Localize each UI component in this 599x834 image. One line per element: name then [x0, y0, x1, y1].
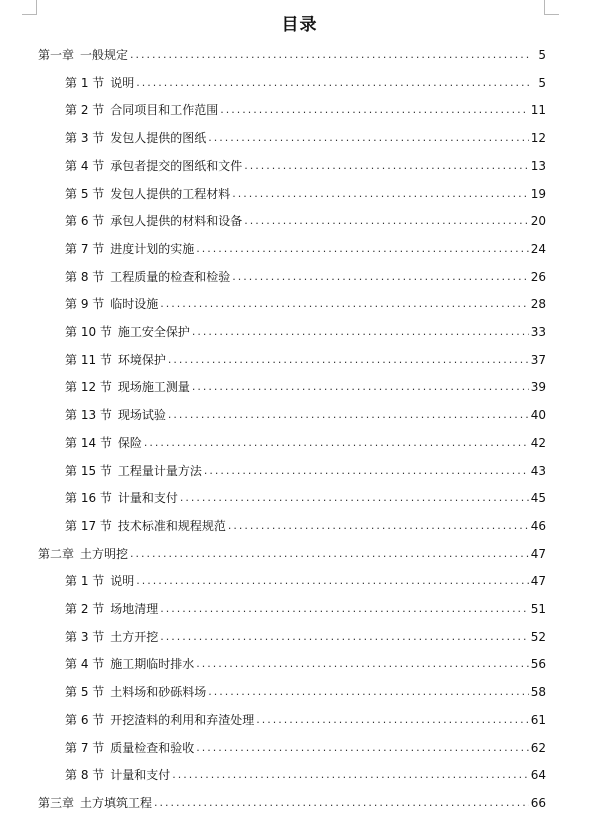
- toc-chapter-entry[interactable]: [38, 42, 546, 62]
- toc-page-number: 11: [530, 103, 546, 118]
- toc-section-entry[interactable]: [65, 125, 546, 145]
- toc-page-number: 52: [530, 629, 546, 644]
- toc-entry-number: 第 7 节: [65, 740, 105, 755]
- toc-dot-leader: [136, 575, 528, 588]
- toc-entry-label: [65, 436, 144, 450]
- toc-entry-label: [65, 214, 244, 228]
- toc-section-entry[interactable]: [65, 291, 546, 311]
- toc-entry-text: 说明: [110, 75, 135, 90]
- toc-dot-leader: [154, 797, 529, 810]
- toc-entry-number: 第 4 节: [65, 158, 105, 173]
- toc-page-number: 58: [530, 685, 546, 700]
- toc-dot-leader: [256, 714, 528, 727]
- toc-page-number: 40: [530, 408, 546, 423]
- toc-entry-label: [65, 408, 168, 422]
- toc-dot-leader: [220, 104, 528, 117]
- toc-section-entry[interactable]: [65, 236, 546, 256]
- toc-entry-text: 土方开挖: [110, 629, 159, 644]
- toc-entry-number: 第 1 节: [65, 75, 105, 90]
- toc-dot-leader: [160, 603, 528, 616]
- toc-entry-text: 说明: [110, 574, 135, 589]
- toc-entry-text: 发包人提供的工程材料: [110, 186, 231, 201]
- toc-dot-leader: [144, 437, 529, 450]
- toc-chapter-entry[interactable]: [38, 790, 546, 810]
- toc-entry-label: [65, 464, 204, 478]
- toc-entry-label: [65, 270, 232, 284]
- toc-page-number: 51: [530, 602, 546, 616]
- toc-entry-text: 合同项目和工作范围: [110, 103, 219, 118]
- toc-entry-label: [65, 630, 160, 644]
- toc-title: 目录: [281, 15, 318, 35]
- toc-entry-number: 第 11 节: [65, 352, 112, 367]
- toc-entry-label: [65, 159, 244, 173]
- toc-section-entry[interactable]: [65, 651, 546, 671]
- toc-section-entry[interactable]: [65, 181, 546, 201]
- toc-section-entry[interactable]: [65, 97, 546, 117]
- toc-dot-leader: [168, 409, 529, 422]
- toc-page-number: 45: [530, 491, 546, 506]
- toc-dot-leader: [180, 492, 529, 505]
- toc-page-number: 47: [530, 574, 546, 589]
- toc-section-entry[interactable]: [65, 208, 546, 228]
- toc-section-entry[interactable]: [65, 735, 546, 755]
- toc-entry-text: 计量和支付: [117, 491, 178, 506]
- toc-dot-leader: [232, 188, 528, 201]
- toc-section-entry[interactable]: [65, 485, 546, 505]
- toc-entry-number: 第 5 节: [65, 186, 105, 201]
- toc-entry-label: [65, 602, 160, 616]
- toc-entry-text: 施工安全保护: [117, 325, 190, 339]
- toc-page-number: 64: [530, 768, 546, 783]
- toc-entry-label: [65, 187, 232, 201]
- toc-entry-text: 开挖渣料的利用和弃渣处理: [110, 712, 255, 727]
- toc-dot-leader: [196, 243, 528, 256]
- toc-entry-label: [65, 741, 196, 755]
- toc-entry-label: [65, 768, 172, 782]
- toc-entry-number: 第 6 节: [65, 712, 105, 727]
- toc-entry-text: 土方明挖: [80, 546, 129, 561]
- toc-page-number: 24: [530, 241, 546, 256]
- toc-dot-leader: [196, 742, 528, 755]
- toc-entry-number: 第 2 节: [65, 602, 105, 616]
- toc-section-entry[interactable]: [65, 430, 546, 450]
- toc-entry-text: 土方填筑工程: [80, 795, 153, 810]
- toc-section-entry[interactable]: [65, 319, 546, 339]
- toc-page-number: 13: [530, 158, 546, 173]
- toc-entry-label: [65, 76, 136, 90]
- toc-section-entry[interactable]: [65, 264, 546, 284]
- toc-page-number: 5: [538, 48, 546, 62]
- toc-dot-leader: [196, 658, 528, 671]
- toc-page-number: 33: [530, 325, 546, 339]
- toc-dot-leader: [160, 298, 528, 311]
- toc-entry-label: [65, 353, 168, 367]
- toc-dot-leader: [204, 465, 529, 478]
- toc-section-entry[interactable]: [65, 347, 546, 367]
- toc-section-entry[interactable]: [65, 679, 546, 699]
- toc-dot-leader: [192, 326, 529, 339]
- toc-entry-text: 临时设施: [110, 297, 159, 312]
- toc-entry-number: 第 10 节: [65, 325, 112, 339]
- toc-page-number: 39: [530, 380, 546, 395]
- toc-page-number: 12: [530, 131, 546, 146]
- toc-dot-leader: [244, 160, 528, 173]
- toc-dot-leader: [130, 548, 529, 561]
- toc-section-entry[interactable]: [65, 568, 546, 588]
- toc-page-number: 47: [530, 546, 546, 561]
- toc-entry-label: [38, 796, 154, 810]
- toc-entry-text: 承包者提交的图纸和文件: [110, 158, 243, 173]
- toc-entry-text: 工程量计量方法: [117, 463, 202, 478]
- toc-dot-leader: [168, 354, 529, 367]
- toc-entry-label: [65, 297, 160, 311]
- toc-entry-number: 第二章: [38, 546, 75, 561]
- toc-dot-leader: [172, 769, 528, 782]
- toc-entry-label: [65, 685, 208, 699]
- toc-entry-number: 第 17 节: [65, 518, 112, 533]
- toc-entry-number: 第 5 节: [65, 685, 105, 700]
- toc-page-number: 37: [530, 352, 546, 367]
- toc-entry-number: 第 12 节: [65, 380, 112, 395]
- toc-entry-text: 环境保护: [117, 352, 166, 367]
- toc-page-number: 20: [530, 214, 546, 229]
- toc-page-number: 46: [530, 518, 546, 533]
- toc-entry-text: 一般规定: [80, 48, 129, 62]
- toc-page-number: 43: [530, 463, 546, 478]
- toc-entry-number: 第 16 节: [65, 491, 112, 506]
- toc-section-entry[interactable]: [65, 624, 546, 644]
- toc-page-number: 26: [530, 269, 546, 284]
- toc-entry-text: 进度计划的实施: [110, 241, 195, 256]
- toc-section-entry[interactable]: [65, 762, 546, 782]
- toc-entry-label: [65, 657, 196, 671]
- toc-entry-text: 承包人提供的材料和设备: [110, 214, 243, 229]
- toc-dot-leader: [232, 271, 528, 284]
- toc-section-entry[interactable]: [65, 707, 546, 727]
- toc-section-entry[interactable]: [65, 70, 546, 90]
- toc-page-number: 56: [530, 657, 546, 672]
- toc-dot-leader: [208, 132, 528, 145]
- toc-entry-text: 保险: [117, 435, 142, 450]
- toc-section-entry[interactable]: [65, 458, 546, 478]
- toc-section-entry[interactable]: [65, 374, 546, 394]
- toc-entry-number: 第 14 节: [65, 435, 112, 450]
- toc-entry-number: 第 2 节: [65, 103, 105, 118]
- toc-entry-text: 质量检查和验收: [110, 740, 195, 755]
- toc-entry-number: 第三章: [38, 795, 75, 810]
- toc-page-number: 62: [530, 740, 546, 755]
- toc-page-number: 5: [538, 75, 546, 90]
- toc-dot-leader: [192, 381, 529, 394]
- toc-page-number: 28: [530, 297, 546, 312]
- toc-dot-leader: [244, 215, 528, 228]
- toc-entry-number: 第 1 节: [65, 574, 105, 589]
- toc-page-number: 66: [530, 795, 546, 810]
- toc-entry-number: 第一章: [38, 48, 75, 62]
- toc-entry-text: 计量和支付: [110, 768, 171, 783]
- toc-entry-label: [38, 48, 130, 62]
- toc-page-number: 61: [530, 712, 546, 727]
- toc-entry-label: [65, 574, 136, 588]
- toc-dot-leader: [136, 77, 530, 90]
- toc-entry-number: 第 3 节: [65, 131, 105, 146]
- toc-dot-leader: [130, 49, 530, 62]
- toc-entry-number: 第 4 节: [65, 657, 105, 672]
- toc-entry-number: 第 8 节: [65, 768, 105, 783]
- toc-entry-label: [65, 380, 192, 394]
- toc-entry-label: [65, 519, 228, 533]
- toc-entry-text: 发包人提供的图纸: [110, 131, 207, 146]
- toc-entry-number: 第 13 节: [65, 408, 112, 423]
- toc-entry-text: 现场试验: [117, 408, 166, 423]
- toc-entry-number: 第 3 节: [65, 629, 105, 644]
- toc-dot-leader: [208, 686, 528, 699]
- toc-entry-text: 工程质量的检查和检验: [110, 269, 231, 284]
- toc-entry-number: 第 7 节: [65, 241, 105, 256]
- toc-page-number: 19: [530, 186, 546, 201]
- toc-section-entry[interactable]: [65, 596, 546, 616]
- toc-entry-text: 土料场和砂砾料场: [110, 685, 207, 700]
- toc-entry-number: 第 8 节: [65, 269, 105, 284]
- toc-entry-text: 技术标准和规程规范: [117, 518, 226, 533]
- toc-chapter-entry[interactable]: [38, 541, 546, 561]
- toc-entry-label: [65, 242, 196, 256]
- toc-entry-text: 现场施工测量: [117, 380, 190, 395]
- toc-dot-leader: [228, 520, 529, 533]
- toc-entry-text: 场地清理: [110, 602, 159, 616]
- toc-entry-label: [65, 713, 256, 727]
- toc-entry-number: 第 9 节: [65, 297, 105, 312]
- toc-entry-label: [65, 131, 208, 145]
- toc-entry-number: 第 15 节: [65, 463, 112, 478]
- toc-page-number: 42: [530, 435, 546, 450]
- toc-entry-label: [65, 491, 180, 505]
- toc-section-entry[interactable]: [65, 402, 546, 422]
- toc-dot-leader: [160, 631, 528, 644]
- toc-entry-label: [65, 325, 192, 339]
- toc-entry-number: 第 6 节: [65, 214, 105, 229]
- toc-entry-label: [65, 103, 220, 117]
- toc-section-entry[interactable]: [65, 513, 546, 533]
- toc-entry-text: 施工期临时排水: [110, 657, 195, 672]
- toc-section-entry[interactable]: [65, 153, 546, 173]
- toc-entry-label: [38, 547, 130, 561]
